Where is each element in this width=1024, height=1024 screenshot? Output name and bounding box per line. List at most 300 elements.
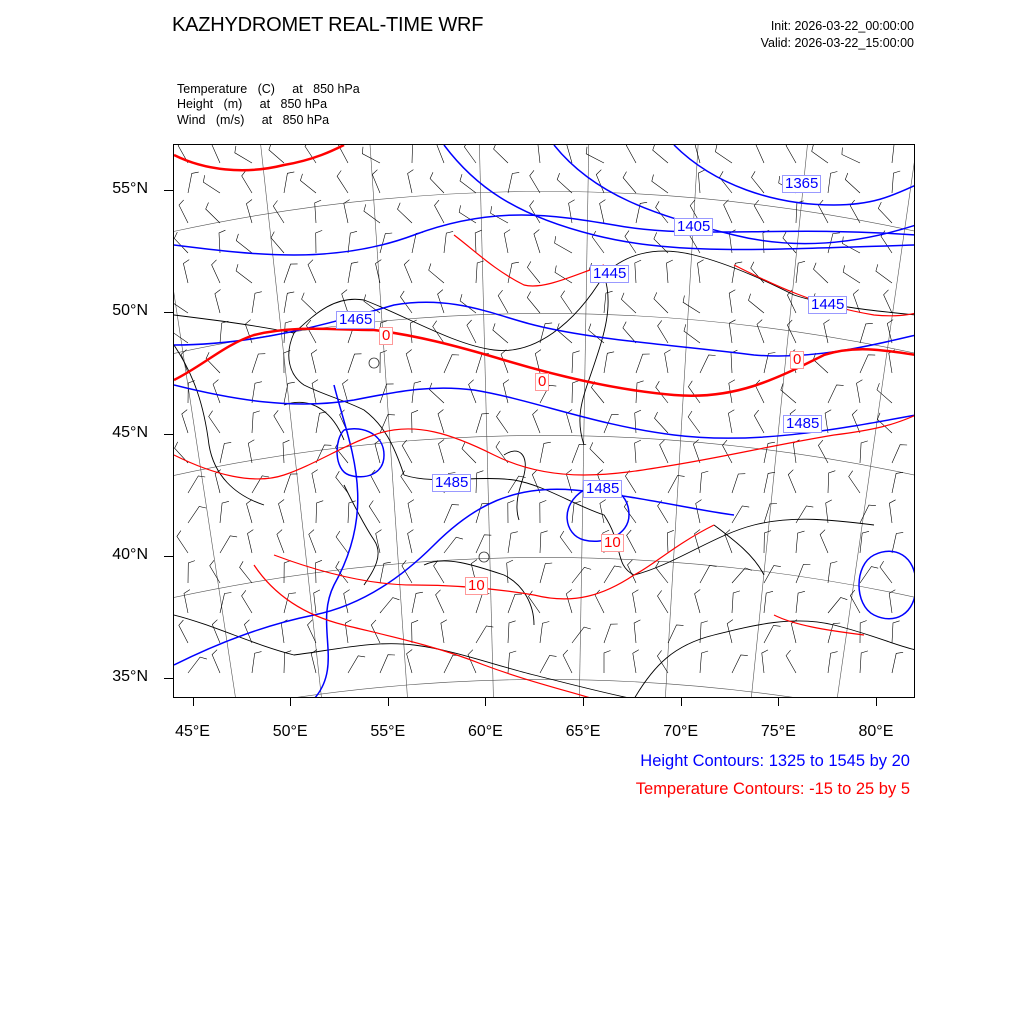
lon-tick: [681, 698, 682, 706]
wind-barb: [757, 320, 764, 343]
wind-barb: [316, 230, 323, 253]
chart-title: KAZHYDROMET REAL-TIME WRF: [172, 14, 484, 36]
wind-barb: [308, 260, 316, 283]
wind-barb: [566, 590, 572, 614]
wind-barb: [604, 624, 618, 643]
wind-barb: [430, 172, 444, 193]
wind-barb: [700, 651, 708, 673]
wind-barb: [693, 440, 700, 463]
wind-barb: [754, 410, 764, 433]
lon-tick-label: 45°E: [175, 723, 210, 740]
wind-barb: [654, 292, 668, 313]
wind-barb: [845, 173, 860, 193]
wind-barb: [828, 172, 837, 194]
wind-barb: [175, 442, 188, 463]
wind-barb: [540, 622, 549, 644]
wind-barb: [623, 172, 636, 193]
wind-barb: [464, 145, 476, 163]
wind-barb: [247, 500, 253, 524]
wind-barb: [242, 590, 252, 613]
wind-barb: [889, 590, 895, 613]
wind-barb: [892, 652, 903, 673]
wind-barb: [476, 535, 491, 553]
temp-label: 10: [601, 534, 624, 552]
wind-barb: [476, 594, 489, 613]
wind-barb: [188, 507, 206, 524]
wind-barb: [174, 295, 188, 313]
wind-barb: [348, 262, 358, 283]
wind-barb: [508, 594, 522, 613]
lat-gridline: [174, 435, 915, 475]
wind-barb: [404, 260, 412, 283]
wind-barb: [188, 561, 195, 583]
lon-tick: [193, 698, 194, 706]
wind-barb: [380, 598, 399, 613]
wind-barb: [220, 593, 231, 614]
wind-barb: [786, 145, 796, 163]
wind-barb: [252, 382, 262, 403]
wind-barb: [572, 351, 580, 373]
wind-barb: [633, 650, 639, 673]
wind-barb: [508, 621, 516, 643]
wind-barb: [337, 171, 348, 194]
init-time: Init: 2026-03-22_00:00:00: [770, 19, 914, 33]
lat-tick-label: 45°N: [112, 424, 148, 442]
wind-barb: [793, 440, 799, 463]
wind-barb: [892, 621, 900, 643]
wind-barb: [406, 350, 412, 374]
wind-barb: [600, 500, 606, 523]
wind-barb: [380, 655, 395, 673]
wind-barb: [376, 530, 382, 553]
wind-barb: [572, 444, 586, 463]
wind-barb: [796, 564, 810, 583]
wind-barb: [560, 531, 572, 553]
wind-barb: [284, 382, 295, 403]
wind-barb: [814, 263, 829, 283]
wind-barb: [604, 566, 621, 583]
height-label: 1365: [782, 175, 821, 193]
wind-barb: [852, 410, 860, 433]
wind-barb: [764, 625, 781, 643]
wind-barb: [696, 500, 702, 523]
wind-barb: [889, 500, 895, 523]
lat-tick: [164, 434, 173, 435]
wind-barb: [860, 651, 868, 673]
wind-barb: [732, 568, 752, 583]
wind-barb: [732, 655, 748, 673]
temp-label: 0: [790, 351, 804, 369]
wind-barb: [655, 412, 669, 433]
wind-barb: [853, 290, 860, 313]
wind-barb: [476, 353, 489, 373]
wind-barb: [434, 560, 444, 583]
wind-barb: [252, 652, 262, 673]
wind-barb: [235, 146, 252, 163]
wind-barb: [700, 355, 716, 373]
lon-gridline: [370, 145, 407, 698]
wind-barb: [819, 200, 829, 223]
wind-barb: [401, 471, 412, 493]
wind-barb: [877, 413, 892, 433]
wind-barb: [284, 172, 294, 193]
wind-barb: [892, 472, 903, 493]
wind-barb: [732, 506, 749, 523]
wind-barb: [538, 145, 544, 163]
wind-barb: [220, 501, 229, 523]
wind-barb: [476, 413, 489, 433]
lon-tick-label: 50°E: [272, 723, 308, 740]
wind-barbs: [174, 145, 907, 673]
lat-tick-label: 55°N: [112, 180, 148, 198]
wind-barb: [636, 354, 650, 373]
wind-barb: [884, 290, 892, 313]
wind-barb: [476, 626, 493, 643]
wind-barb: [342, 290, 348, 313]
wind-barb: [311, 350, 317, 373]
wind-barb: [653, 145, 668, 163]
temp-contour: [774, 615, 864, 635]
border-line: [714, 525, 764, 575]
wind-barb: [433, 321, 444, 343]
wind-barb: [826, 500, 832, 523]
wind-barb: [182, 410, 188, 433]
city-marker: [479, 552, 489, 562]
wind-barb: [635, 440, 641, 463]
wind-barb: [728, 410, 734, 433]
wind-barb: [732, 591, 740, 613]
wind-barb: [572, 381, 579, 403]
wind-barb: [212, 650, 220, 673]
wind-barb: [604, 352, 614, 373]
wind-barb: [402, 440, 412, 463]
wind-barb: [436, 590, 444, 613]
height-label: 1445: [808, 296, 847, 314]
wind-barb: [412, 620, 419, 643]
city-marker: [369, 358, 379, 368]
height-contour: [174, 489, 734, 665]
wind-barb: [695, 590, 701, 614]
wind-barb: [843, 265, 860, 283]
wind-barb: [336, 531, 348, 553]
wind-barb: [252, 411, 260, 433]
wind-barb: [796, 531, 805, 553]
wind-barb: [668, 625, 684, 643]
wind-barb: [700, 471, 708, 493]
valid-time: Valid: 2026-03-22_15:00:00: [760, 36, 914, 50]
border-line: [284, 402, 344, 440]
wind-barb: [504, 230, 510, 253]
wind-barb: [444, 537, 463, 553]
wind-barb: [626, 145, 636, 163]
wind-barb: [715, 145, 732, 163]
wind-barb: [408, 170, 414, 193]
wind-barb: [534, 230, 540, 254]
wind-barb: [756, 145, 764, 163]
lon-tick-label: 75°E: [760, 723, 796, 740]
border-line: [634, 519, 874, 575]
wind-barb: [820, 530, 828, 553]
wind-barb: [269, 145, 284, 163]
wind-barb: [252, 292, 262, 313]
lat-gridline: [174, 679, 915, 698]
wind-barb: [892, 445, 907, 463]
wind-barb: [283, 440, 289, 463]
wind-barb: [503, 380, 509, 403]
wind-barb: [209, 411, 220, 433]
wind-barb: [892, 532, 903, 553]
wind-barb: [284, 474, 298, 493]
wind-barb: [444, 355, 459, 373]
lat-tick: [164, 312, 173, 313]
lon-gridline: [579, 145, 588, 698]
wind-barb: [508, 172, 519, 193]
wind-barb: [252, 354, 265, 373]
wind-barb: [438, 290, 444, 313]
wind-barb: [412, 381, 421, 403]
height-contour: [337, 429, 384, 477]
height-label: 1485: [583, 480, 622, 498]
wind-barb: [344, 590, 350, 613]
wind-barb: [314, 590, 320, 613]
wind-barb: [412, 592, 423, 613]
wind-barb: [188, 172, 199, 193]
lon-tick-label: 80°E: [858, 723, 894, 740]
wind-barb: [476, 471, 483, 493]
wind-barb: [188, 476, 205, 493]
wind-barb: [540, 442, 551, 463]
temp-label: 0: [535, 373, 549, 391]
wind-barb: [660, 440, 668, 463]
wind-barb: [206, 203, 220, 224]
wind-barb: [555, 236, 572, 253]
wind-barb: [877, 383, 892, 403]
wind-barb: [398, 203, 413, 223]
lat-tick: [164, 190, 173, 191]
height-contour-note: Height Contours: 1325 to 1545 by 20: [640, 752, 910, 770]
wind-barb: [460, 294, 476, 313]
field-temperature: Temperature (C) at 850 hPa: [177, 82, 360, 96]
height-contour: [859, 551, 915, 619]
wind-barb: [441, 620, 447, 643]
temp-label: 0: [379, 327, 393, 345]
wind-barb: [880, 561, 892, 583]
wind-barb: [369, 501, 380, 524]
wind-barb: [878, 202, 892, 223]
wind-barb: [850, 590, 860, 613]
wind-barb: [348, 501, 356, 523]
lat-tick-label: 35°N: [112, 668, 148, 686]
temp-contour: [274, 525, 714, 599]
wind-barb: [860, 531, 869, 553]
height-label: 1405: [674, 218, 713, 236]
field-height: Height (m) at 850 hPa: [177, 97, 328, 111]
wind-barb: [668, 476, 685, 494]
wind-barb: [752, 171, 765, 193]
lon-tick: [876, 698, 877, 706]
wind-barb: [860, 355, 875, 373]
wind-barb: [212, 260, 220, 283]
wind-barb: [876, 264, 892, 283]
wind-barb: [624, 501, 636, 523]
wind-barb: [248, 530, 254, 553]
wind-barb: [749, 294, 765, 313]
wind-barb: [796, 506, 813, 523]
wind-barb: [284, 593, 296, 613]
wind-barb: [842, 148, 860, 164]
wind-barb: [184, 590, 190, 613]
wind-barb: [467, 320, 476, 343]
temp-contour: [174, 145, 344, 170]
wind-barb: [634, 620, 640, 643]
wind-barb: [698, 260, 704, 283]
wind-barb: [274, 410, 284, 433]
wind-barb: [860, 621, 867, 644]
wind-barb: [786, 650, 796, 673]
wind-barb: [572, 627, 591, 643]
wind-barb: [302, 293, 316, 313]
lon-tick-label: 65°E: [565, 723, 601, 740]
wind-barb: [658, 320, 668, 343]
wind-barb: [344, 200, 350, 223]
wind-barb: [667, 260, 673, 283]
wind-barb: [698, 170, 704, 193]
wind-barb: [284, 264, 298, 283]
wind-barb: [364, 204, 380, 223]
wind-barb: [439, 440, 445, 464]
wind-barb: [493, 323, 508, 343]
wind-barb: [444, 231, 453, 253]
lat-tick: [164, 556, 173, 557]
wind-barb: [306, 320, 316, 343]
lon-tick: [388, 698, 389, 706]
wind-barb: [764, 531, 771, 553]
wind-barb: [527, 292, 540, 314]
wind-barb: [683, 296, 700, 314]
wind-barb: [572, 501, 581, 523]
wind-barb: [555, 266, 572, 284]
wind-barb: [240, 561, 252, 583]
wind-barb: [271, 232, 284, 253]
wind-barb: [429, 264, 444, 284]
wind-barb: [860, 505, 876, 523]
wind-barb: [309, 530, 316, 553]
lon-tick: [290, 698, 291, 706]
height-label: 1465: [336, 311, 375, 329]
wind-barb: [860, 441, 868, 463]
wind-barb: [435, 200, 445, 223]
wind-barb: [407, 650, 413, 674]
wind-barb: [828, 652, 838, 673]
wind-barb: [688, 381, 700, 403]
wind-barb: [818, 440, 828, 463]
wind-barb: [849, 471, 860, 493]
lon-tick-label: 60°E: [467, 723, 503, 740]
lon-gridline: [479, 145, 493, 698]
wind-barb: [179, 200, 188, 223]
wind-barb: [348, 354, 362, 373]
wind-barb: [527, 261, 540, 283]
wind-barb: [828, 562, 837, 584]
wind-barb: [429, 383, 444, 403]
wind-barb: [181, 350, 188, 373]
wind-barb: [508, 532, 518, 553]
wind-barb: [824, 320, 830, 343]
wind-barb: [469, 380, 476, 403]
wind-barb: [494, 145, 508, 163]
wind-barb: [496, 441, 508, 463]
wind-barb: [475, 230, 481, 253]
temperature-contour-note: Temperature Contours: -15 to 25 by 5: [635, 780, 910, 798]
wind-barb: [215, 290, 221, 314]
wind-barb: [892, 171, 900, 193]
wind-barb: [540, 563, 552, 583]
wind-barb: [828, 598, 847, 614]
wind-barb: [540, 656, 557, 674]
wind-barb: [828, 471, 835, 493]
lon-tick-label: 55°E: [370, 723, 406, 740]
wind-barb: [498, 290, 508, 313]
wind-barb: [279, 500, 285, 524]
wind-barb: [892, 145, 901, 163]
wind-barb: [437, 145, 444, 163]
wind-barb: [596, 170, 604, 193]
border-line: [174, 251, 915, 350]
wind-barb: [412, 145, 419, 163]
wind-barb: [476, 503, 489, 523]
wind-barb: [408, 530, 414, 553]
wind-barb: [220, 321, 228, 343]
wind-barb: [277, 530, 284, 553]
wind-barb: [508, 500, 515, 523]
wind-barb: [590, 442, 604, 463]
wind-barb: [348, 656, 365, 673]
wind-barb: [530, 200, 540, 223]
wind-barb: [491, 206, 508, 223]
wind-barb: [248, 440, 254, 463]
wind-barb: [764, 566, 781, 583]
wind-barb: [375, 440, 381, 464]
height-label: 1485: [783, 415, 822, 433]
wind-barb: [788, 470, 796, 493]
lon-tick: [778, 698, 779, 706]
wind-barb: [732, 262, 742, 283]
wind-barb: [372, 170, 380, 193]
border-line: [174, 345, 264, 505]
lon-tick-label: 70°E: [663, 723, 699, 740]
wind-barb: [700, 566, 717, 584]
wind-barb: [246, 200, 252, 224]
wind-barb: [408, 500, 414, 523]
wind-barb: [343, 380, 349, 404]
lat-tick-label: 40°N: [112, 546, 148, 564]
wind-barb: [720, 171, 732, 193]
height-contour: [554, 145, 915, 244]
wind-barb: [828, 385, 844, 403]
wind-barb: [212, 145, 220, 163]
temp-label: 10: [465, 577, 488, 595]
wind-barb: [812, 145, 828, 163]
wind-barb: [796, 591, 805, 613]
wind-barb: [410, 320, 416, 343]
wind-barb: [179, 620, 188, 643]
lon-tick: [485, 698, 486, 706]
wind-barb: [203, 175, 220, 193]
wind-barb: [656, 381, 668, 403]
wind-barb: [316, 501, 323, 523]
wind-barb: [220, 442, 231, 463]
wind-barb: [857, 380, 863, 403]
